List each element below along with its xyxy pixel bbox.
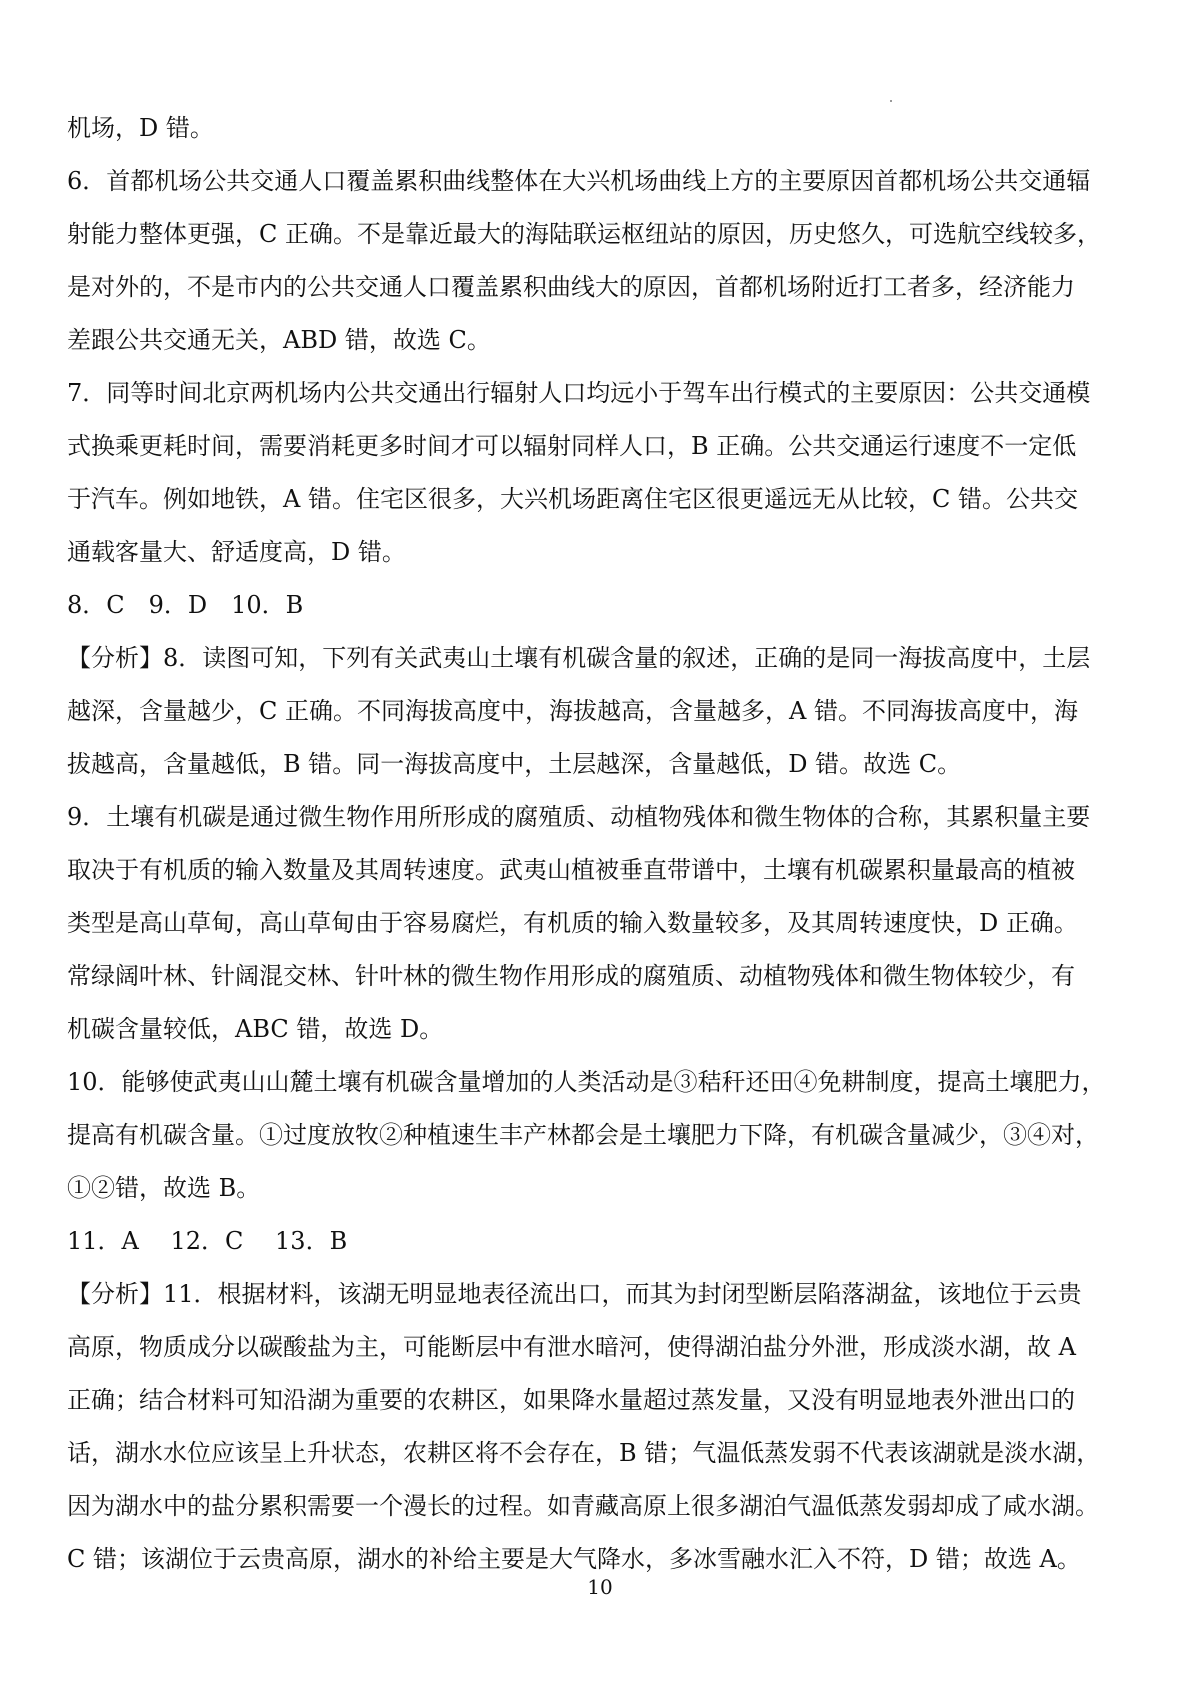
text-line: ①②错，故选 B。 [67, 1174, 261, 1202]
text-line: 机场，D 错。 [67, 114, 214, 142]
text-line: 9．土壤有机碳是通过微生物作用所形成的腐殖质、动植物残体和微生物体的合称，其累积量主要 [67, 803, 1091, 831]
answer-key-line: 11．A 12．C 13．B [67, 1227, 348, 1255]
answer-key-line: 8．C 9．D 10．B [67, 591, 304, 619]
text-line: 高原，物质成分以碳酸盐为主，可能断层中有泄水暗河，使得湖泊盐分外泄，形成淡水湖，故 A [67, 1333, 1076, 1361]
text-line: 射能力整体更强，C 正确。不是靠近最大的海陆联运枢纽站的原因，历史悠久，可选航空线较多， [67, 220, 1101, 248]
text-line: 类型是高山草甸，高山草甸由于容易腐烂，有机质的输入数量较多，及其周转速度快，D 正确。 [67, 909, 1078, 937]
text-line: 拔越高，含量越低，B 错。同一海拔高度中，土层越深，含量越低，D 错。故选 C。 [67, 750, 962, 778]
answer-text-body [67, 102, 1135, 1586]
text-line: 常绿阔叶林、针阔混交林、针叶林的微生物作用形成的腐殖质、动植物残体和微生物体较少，有 [67, 962, 1075, 990]
text-line: 话，湖水水位应该呈上升状态，农耕区将不会存在，B 错；气温低蒸发弱不代表该湖就是淡水湖， [67, 1439, 1101, 1467]
text-line: 通载客量大、舒适度高，D 错。 [67, 538, 406, 566]
page-number: 10 [587, 1575, 613, 1599]
text-line: 越深，含量越少，C 正确。不同海拔高度中，海拔越高，含量越多，A 错。不同海拔高度中，海 [67, 697, 1078, 725]
text-line: 式换乘更耗时间，需要消耗更多时间才可以辐射同样人口，B 正确。公共交通运行速度不一定低 [67, 432, 1077, 460]
text-line: 10．能够使武夷山山麓土壤有机碳含量增加的人类活动是③秸秆还田④免耕制度，提高土壤肥力， [67, 1068, 1106, 1096]
text-line: 提高有机碳含量。①过度放牧②种植速生丰产林都会是土壤肥力下降，有机碳含量减少，③④对， [67, 1121, 1099, 1149]
text-line: 【分析】8．读图可知，下列有关武夷山土壤有机碳含量的叙述，正确的是同一海拔高度中，土层 [67, 644, 1091, 672]
text-line: 【分析】11．根据材料，该湖无明显地表径流出口，而其为封闭型断层陷落湖盆，该地位于云贵 [67, 1280, 1082, 1308]
text-line: 取决于有机质的输入数量及其周转速度。武夷山植被垂直带谱中，土壤有机碳累积量最高的植被 [67, 856, 1075, 884]
text-line: 7．同等时间北京两机场内公共交通出行辐射人口均远小于驾车出行模式的主要原因：公共交通模 [67, 379, 1091, 407]
text-line: 是对外的，不是市内的公共交通人口覆盖累积曲线大的原因，首都机场附近打工者多，经济能力 [67, 273, 1075, 301]
text-line: 差跟公共交通无关，ABD 错，故选 C。 [67, 326, 491, 354]
text-line: 于汽车。例如地铁，A 错。住宅区很多，大兴机场距离住宅区很更遥远无从比较，C 错。公共交 [67, 485, 1078, 513]
text-line: 机碳含量较低，ABC 错，故选 D。 [67, 1015, 444, 1043]
text-line: C 错；该湖位于云贵高原，湖水的补给主要是大气降水，多冰雪融水汇入不符，D 错；故选 A。 [67, 1545, 1081, 1573]
text-line: 因为湖水中的盐分累积需要一个漫长的过程。如青藏高原上很多湖泊气温低蒸发弱却成了咸水湖。 [67, 1492, 1099, 1520]
text-line: 6．首都机场公共交通人口覆盖累积曲线整体在大兴机场曲线上方的主要原因首都机场公共交通辐 [67, 167, 1091, 195]
text-line: 正确；结合材料可知沿湖为重要的农耕区，如果降水量超过蒸发量，又没有明显地表外泄出口的 [67, 1386, 1075, 1414]
